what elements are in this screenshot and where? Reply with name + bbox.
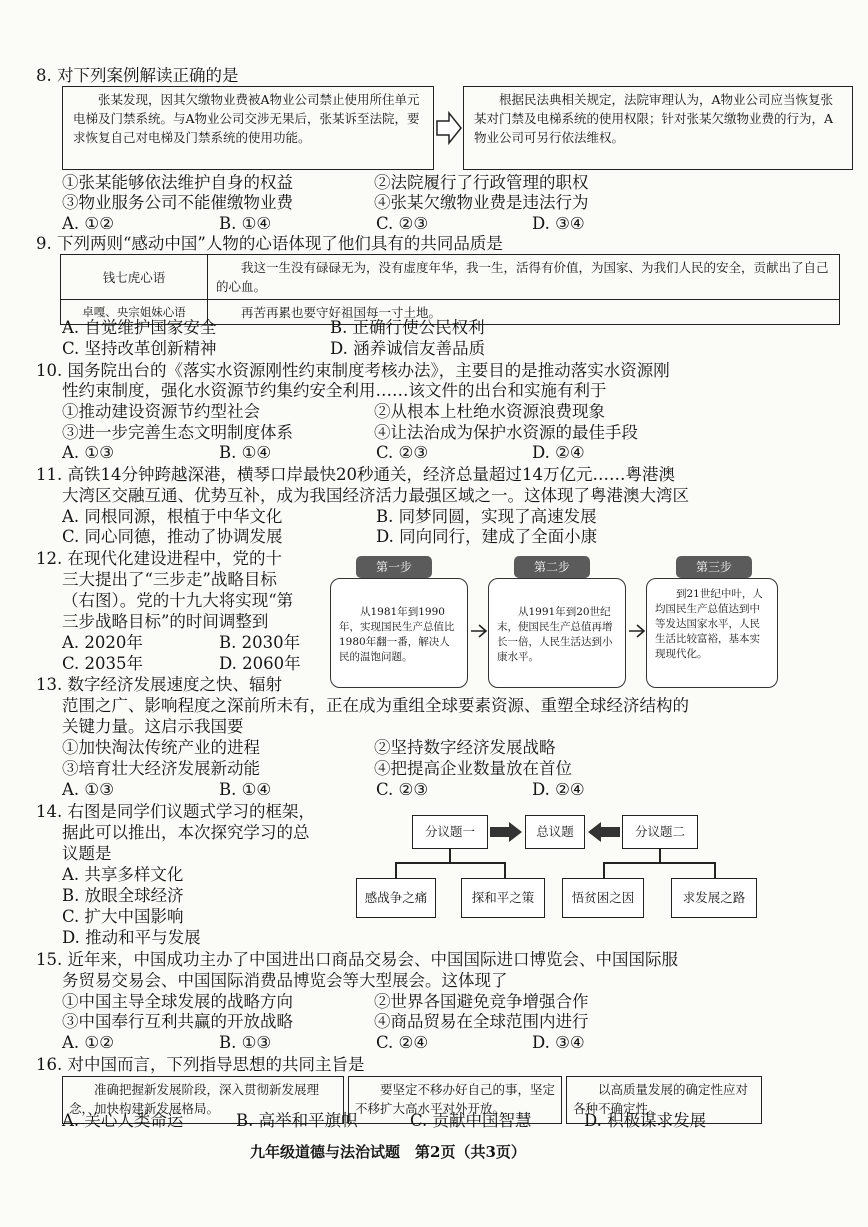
q9-row2-name: 卓嘎、央宗姐妹心语 [61,300,208,325]
q9-row1-name: 钱七虎心语 [61,255,208,300]
step2-label: 第二步 [514,556,590,578]
q12-stem-line1: 12. 在现代化建设进程中，党的十 [36,549,282,568]
q9-option-c: C. 坚持改革创新精神 [62,339,217,358]
q12-stem-line4: 三步战略目标”的时间调整到 [62,612,269,631]
q11-stem-line2: 大湾区交融互通、优势互补，成为我国经济活力最强区域之一。这体现了粤港澳大湾区 [62,486,689,505]
q16-quote-3: 以高质量发展的确定性应对各种不确定性。 [573,1082,749,1116]
q9-option-b: B. 正确行使公民权利 [330,318,485,337]
q14-option-b: B. 放眼全球经济 [62,886,184,905]
q9-row1-text: 我这一生没有碌碌无为，没有虚度年华，我一生，活得有价值，为国家、为我们人民的安全，贡献出了自己的心血。 [208,255,840,300]
q11-option-c: C. 同心同德，推动了协调发展 [62,527,283,546]
sub-topic-1-node: 分议题一 [412,815,488,849]
q15-statement-2: ②世界各国避免竞争增强合作 [374,992,589,1011]
q10-statement-4: ④让法治成为保护水资源的最佳手段 [374,423,638,442]
q14-stem-line3: 议题是 [62,844,112,863]
q14-stem-line1: 14. 右图是同学们议题式学习的框架， [36,802,315,821]
connector-line [603,862,715,864]
q16-quote-2: 要坚定不移办好自己的事，坚定不移扩大高水平对外开放。 [355,1082,556,1116]
arrow-right-icon [436,111,462,149]
q16-stem: 16. 对中国而言，下列指导思想的共同主旨是 [36,1055,365,1074]
step3-label: 第三步 [676,556,752,578]
q13-option-b: B. ①④ [219,780,272,799]
q8-statement-3: ③物业服务公司不能催缴物业费 [62,193,293,212]
q15-option-d: D. ③④ [532,1033,585,1052]
q14-option-c: C. 扩大中国影响 [62,907,184,926]
q9-option-d: D. 涵养诚信友善品质 [330,339,486,358]
step2-box [488,578,626,688]
q14-option-a: A. 共享多样文化 [62,865,184,884]
q11-option-d: D. 同向同行，建成了全面小康 [376,527,598,546]
q11-option-b: B. 同梦同圆，实现了高速发展 [376,507,597,526]
q8-option-c: C. ②③ [376,214,429,233]
q10-option-c: C. ②③ [376,443,429,462]
q8-option-b: B. ①④ [219,214,272,233]
q8-stem: 8. 对下列案例解读正确的是 [36,66,239,85]
q8-case-left-text: 张某发现，因其欠缴物业费被A物业公司禁止使用所住单元电梯及门禁系统。与A物业公司交涉无果后，张某诉至法院，要求恢复自己对电梯及门禁系统的使用功能。 [73,92,420,145]
q15-option-c: C. ②④ [376,1033,429,1052]
q13-statement-1: ①加快淘汰传统产业的进程 [62,738,260,757]
q8-case-right-text: 根据民法典相关规定，法院审理认为，A物业公司应当恢复张某对门禁及电梯系统的使用权限；针对张某欠缴物业费的行为，A物业公司可另行依法维权。 [474,92,834,145]
connector-line [395,862,397,878]
leaf-topic-node: 悟贫困之因 [562,878,644,918]
step1-label: 第一步 [356,556,432,578]
q15-stem-line2: 务贸易交易会、中国国际消费品博览会等大型展会。这体现了 [62,971,508,990]
step1-text: 从1981年到1990年，实现国民生产总值比1980年翻一番，解决人民的温饱问题。 [339,606,455,663]
sub-topic-2-node: 分议题二 [622,815,698,849]
q10-option-d: D. ②④ [532,443,585,462]
leaf-topic-node: 探和平之策 [461,878,545,918]
connector-line [449,849,451,863]
q15-statement-4: ④商品贸易在全球范围内进行 [374,1012,589,1031]
arrow-right-icon [489,821,524,847]
leaf-topic-node: 求发展之路 [671,878,757,918]
q10-option-b: B. ①④ [219,443,272,462]
q13-stem-line3: 关键力量。这启示我国要 [62,717,244,736]
connector-line [714,862,716,878]
q13-statement-2: ②坚持数字经济发展战略 [374,738,556,757]
page-footer: 九年级道德与法治试题 第2页（共3页） [250,1143,526,1161]
q12-option-b: B. 2030年 [219,633,301,652]
q10-statement-1: ①推动建设资源节约型社会 [62,402,260,421]
q11-option-a: A. 同根同源，根植于中华文化 [62,507,283,526]
leaf-topic-node: 感战争之痛 [356,878,436,918]
step1-box [330,578,468,688]
q10-statement-3: ③进一步完善生态文明制度体系 [62,423,293,442]
q13-statement-3: ③培育壮大经济发展新动能 [62,759,260,778]
q8-case-right-box [463,86,853,170]
q12-stem-line2: 三大提出了“三步走”战略目标 [62,570,277,589]
q15-option-a: A. ①② [62,1033,114,1052]
arrow-right-icon [627,621,647,645]
connector-line [504,862,506,878]
q8-statement-2: ②法院履行了行政管理的职权 [374,173,589,192]
q14-option-d: D. 推动和平与发展 [62,928,201,947]
q13-option-a: A. ①③ [62,780,114,799]
q12-option-c: C. 2035年 [62,654,144,673]
q13-stem-line2: 范围之广、影响程度之深前所未有，正在成为重组全球要素资源、重塑全球经济结构的 [62,696,689,715]
q13-option-c: C. ②③ [376,780,429,799]
q16-option-c: C. 贡献中国智慧 [410,1111,532,1130]
connector-line [395,862,505,864]
q14-stem-line2: 据此可以推出，本次探究学习的总 [62,823,310,842]
main-topic-node: 总议题 [525,815,585,849]
connector-line [603,862,605,878]
q8-case-left-box [62,86,434,170]
q8-option-d: D. ③④ [532,214,585,233]
q10-stem-line2: 性约束制度，强化水资源节约集约安全利用……该文件的出台和实施有利于 [62,381,607,400]
q15-option-b: B. ①③ [219,1033,272,1052]
step3-box [646,578,778,688]
q9-stem: 9. 下列两则“感动中国”人物的心语体现了他们具有的共同品质是 [36,234,503,253]
q13-option-d: D. ②④ [532,780,585,799]
q9-row2-text: 再苦再累也要守好祖国每一寸土地。 [208,300,840,325]
q8-statement-4: ④张某欠缴物业费是违法行为 [374,193,589,212]
arrow-left-icon [586,821,621,847]
q16-option-d: D. 积极谋求发展 [584,1111,707,1130]
q12-option-a: A. 2020年 [62,633,143,652]
q12-option-d: D. 2060年 [219,654,301,673]
connector-line [659,849,661,863]
q10-stem-line1: 10. 国务院出台的《落实水资源刚性约束制度考核办法》，主要目的是推动落实水资源刚 [36,361,670,380]
q16-quote-1: 准确把握新发展阶段，深入贯彻新发展理念，加快构建新发展格局。 [69,1082,320,1116]
q15-statement-1: ①中国主导全球发展的战略方向 [62,992,293,1011]
q10-statement-2: ②从根本上杜绝水资源浪费现象 [374,402,605,421]
q15-statement-3: ③中国奉行互利共赢的开放战略 [62,1012,293,1031]
q9-option-a: A. 自觉维护国家安全 [62,318,217,337]
q16-option-a: A. 关心人类命运 [62,1111,184,1130]
q11-stem-line1: 11. 高铁14分钟跨越深港，横琴口岸最快20秒通关，经济总量超过14万亿元……粤港澳 [36,465,675,484]
arrow-right-icon [469,621,489,645]
q15-stem-line1: 15. 近年来，中国成功主办了中国进出口商品交易会、中国国际进口博览会、中国国际服 [36,950,678,969]
q12-stem-line3: （右图）。党的十九大将实现“第 [62,591,294,610]
q16-option-b: B. 高举和平旗帜 [236,1111,358,1130]
step2-text: 从1991年到20世纪末，使国民生产总值再增长一倍，人民生活达到小康水平。 [497,606,613,663]
table-row [61,255,840,300]
q8-statement-1: ①张某能够依法维护自身的权益 [62,173,293,192]
q8-option-a: A. ①② [62,214,114,233]
q13-stem-line1: 13. 数字经济发展速度之快、辐射 [36,675,282,694]
q13-statement-4: ④把提高企业数量放在首位 [374,759,572,778]
step3-text: 到21世纪中叶，人均国民生产总值达到中等发达国家水平，人民生活比较富裕，基本实现现代化。 [655,588,763,660]
q9-quote-table [60,254,840,325]
q10-option-a: A. ①③ [62,443,114,462]
